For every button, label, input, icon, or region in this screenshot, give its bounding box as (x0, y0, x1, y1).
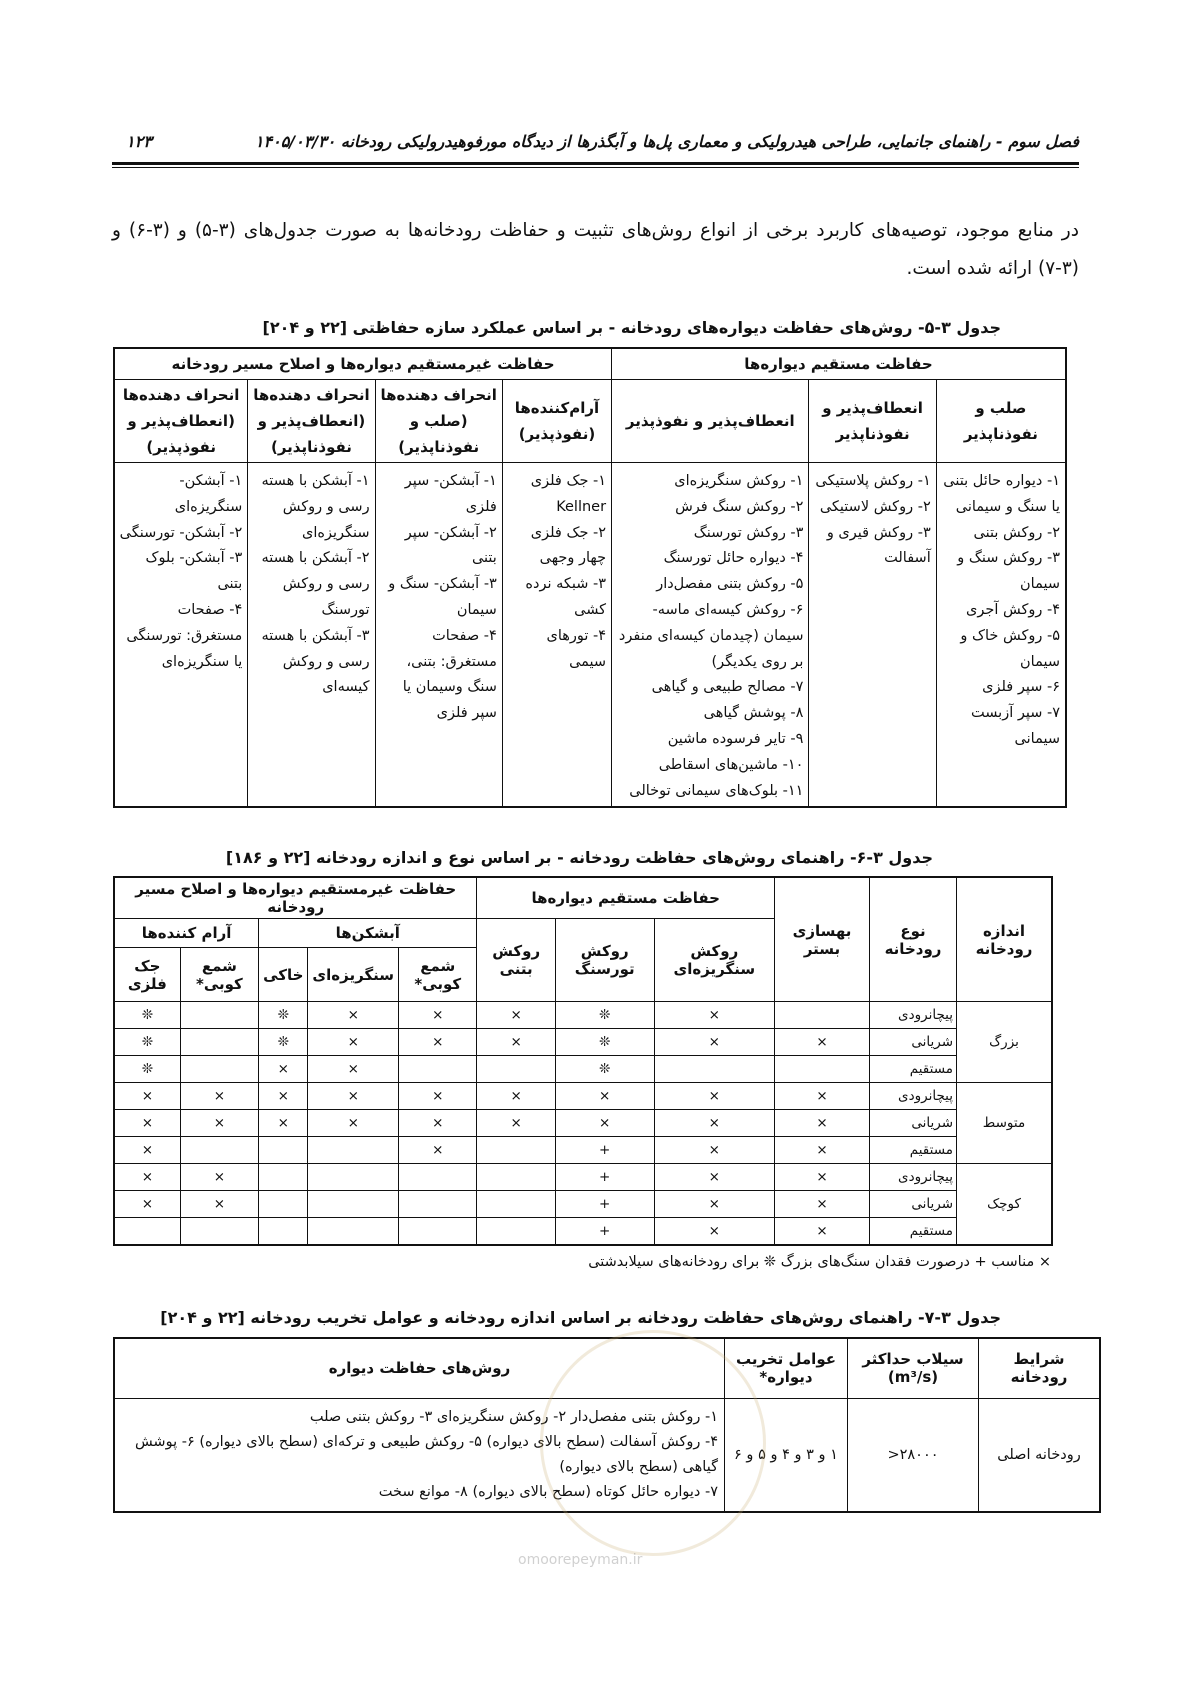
method-item: ۱- آبشکن- سنگریزه‌ای (174, 473, 243, 515)
suitability-mark: × (180, 1110, 258, 1137)
suitability-mark: ❊ (114, 1029, 180, 1056)
method-item: ۲- آبشکن با هسته رسی و روکش تورسنگ (261, 550, 370, 618)
table1-caption: جدول ۳-۵- روش‌های حفاظت دیواره‌های رودخانه - بر اساس عملکرد سازه حفاظتی [۲۲ و ۲۰۴] (262, 318, 1001, 337)
table1-col-header: انحراف دهنده‌ها (انعطاف‌پذیر و نفوذناپذیر) (248, 380, 375, 463)
method-item: ۳- آبشکن- سنگ و سیمان (388, 576, 497, 618)
method-item: ۱- روکش سنگریزه‌ای (674, 473, 804, 489)
river-type: شریانی (870, 1191, 957, 1218)
h-direct: حفاظت مستقیم دیواره‌ها (477, 877, 775, 919)
table1-cell (809, 463, 936, 808)
suitability-mark (259, 1218, 308, 1246)
suitability-mark: + (555, 1191, 654, 1218)
suitability-mark: × (654, 1164, 774, 1191)
h-sub-7: جک فلزی (114, 948, 180, 1002)
suitability-mark: × (477, 1083, 555, 1110)
river-type: مستقیم (870, 1056, 957, 1083)
suitability-mark: × (399, 1029, 477, 1056)
suitability-mark: × (654, 1029, 774, 1056)
river-type: شریانی (870, 1110, 957, 1137)
suitability-mark: × (477, 1002, 555, 1029)
method-item: ۸- پوشش گیاهی (703, 705, 804, 722)
suitability-mark (775, 1002, 870, 1029)
table2-legend: × مناسب + درصورت فقدان سنگ‌های بزرگ ❊ برای رودخانه‌های سیلابدشتی (588, 1254, 1051, 1270)
river-type: پیچانرودی (870, 1164, 957, 1191)
suitability-mark (180, 1056, 258, 1083)
suitability-mark: × (775, 1110, 870, 1137)
method-item: ۱- آبشکن با هسته رسی و روکش سنگریزه‌ای (261, 473, 370, 541)
suitability-mark (180, 1218, 258, 1246)
table1-cell (375, 463, 502, 808)
suitability-mark: × (114, 1083, 180, 1110)
h-sub-6: شمع کوبی* (180, 948, 258, 1002)
suitability-mark (477, 1191, 555, 1218)
h-spurs: آبشکن‌ها (259, 919, 477, 948)
h-flood: سیلاب حداکثر (m³/s) (848, 1338, 979, 1398)
table2-row (114, 1056, 1052, 1083)
suitability-mark: + (555, 1164, 654, 1191)
h-factors: عوامل تخریب دیواره* (725, 1338, 848, 1398)
method-item: ۲- روکش سنگ فرش (675, 498, 804, 515)
h-methods: روش‌های حفاظت دیواره (114, 1338, 725, 1398)
table2-row (114, 1029, 1052, 1056)
suitability-mark: × (399, 1110, 477, 1137)
method-item: ۲- آبشکن- سپر بتنی (404, 524, 497, 567)
suitability-mark (477, 1164, 555, 1191)
table1-cell (114, 463, 248, 808)
page-number: ۱۲۳ (126, 132, 152, 151)
method-item: ۴- روکش آجری (966, 601, 1060, 618)
h-bed: بهسازی بستر (775, 877, 870, 1002)
h-sub-1: روکش تورسنگ (555, 919, 654, 1002)
suitability-mark: × (399, 1137, 477, 1164)
chapter-title: فصل سوم - راهنمای جانمایی، طراحی هیدرولیکی و معماری پل‌ها و آبگذرها از دیدگاه مورفوهیدرولیکی رودخانه ۱۴۰۵/۰۳/۳۰ (254, 132, 1079, 151)
method-item: ۳- روکش قیری و آسفالت (826, 524, 931, 567)
river-type: پیچانرودی (870, 1083, 957, 1110)
suitability-mark: + (555, 1137, 654, 1164)
river-size: کوچک (957, 1164, 1053, 1246)
suitability-mark (654, 1056, 774, 1083)
h-type: نوع رودخانه (870, 877, 957, 1002)
method-item: ۶- سپر فلزی (982, 679, 1060, 696)
suitability-mark: × (654, 1218, 774, 1246)
method-item: ۱۱- بلوک‌های سیمانی توخالی (629, 782, 804, 799)
table1-col-header: انعطاف‌پذیر و نفوذناپذیر (809, 380, 936, 463)
running-header (112, 128, 1079, 158)
suitability-mark: × (775, 1083, 870, 1110)
table1-col-header: صلب و نفوذناپذیر (936, 380, 1066, 463)
table1-col-header: آرام‌کننده‌ها (نفوذپذیر) (502, 380, 611, 463)
header-rule-thin (112, 167, 1079, 168)
suitability-mark: × (114, 1110, 180, 1137)
suitability-mark: ❊ (259, 1029, 308, 1056)
group-indirect: حفاظت غیرمستقیم دیواره‌ها و اصلاح مسیر رودخانه (114, 348, 612, 380)
suitability-mark (308, 1164, 399, 1191)
suitability-mark: × (477, 1110, 555, 1137)
table2-row (114, 1083, 1052, 1110)
h-sub-2: روکش بتنی (477, 919, 555, 1002)
suitability-mark: ❊ (555, 1029, 654, 1056)
method-item: ۱- آبشکن- سپر فلزی (404, 473, 497, 515)
river-type: شریانی (870, 1029, 957, 1056)
method-item: ۵- روکش خاک و سیمان (960, 627, 1060, 670)
table1-column-headers (114, 380, 1066, 463)
method-item: ۷- مصالح طبیعی و گیاهی (651, 679, 804, 696)
table2-row (114, 1218, 1052, 1246)
method-item: ۲- روکش بتنی (973, 524, 1060, 541)
suitability-mark (308, 1191, 399, 1218)
table1-col-header: انعطاف‌پذیر و نفوذپذیر (612, 380, 809, 463)
suitability-mark: ❊ (114, 1002, 180, 1029)
method-item: ۴- صفحات مستغرق: بتنی، سنگ وسیمان یا سپر فلزی (402, 627, 497, 722)
suitability-mark (259, 1191, 308, 1218)
method-item: ۳- شبکه نرده کشی (525, 576, 607, 618)
h-sub-5: خاکی (259, 948, 308, 1002)
suitability-mark: × (259, 1110, 308, 1137)
suitability-mark: × (654, 1137, 774, 1164)
suitability-mark: ❊ (259, 1002, 308, 1029)
suitability-mark (477, 1218, 555, 1246)
river-size: بزرگ (957, 1002, 1053, 1083)
h-size: اندازه رودخانه (957, 877, 1053, 1002)
suitability-mark: × (654, 1191, 774, 1218)
method-item: ۴- تورهای سیمی (546, 627, 607, 670)
river-size: متوسط (957, 1083, 1053, 1164)
suitability-mark: + (555, 1218, 654, 1246)
table1-cell (612, 463, 809, 808)
suitability-mark: × (308, 1083, 399, 1110)
table2-row (114, 1002, 1052, 1029)
table2-row (114, 1110, 1052, 1137)
suitability-mark: × (399, 1002, 477, 1029)
suitability-mark: × (555, 1083, 654, 1110)
suitability-mark: × (775, 1137, 870, 1164)
river-type: مستقیم (870, 1218, 957, 1246)
suitability-mark: × (399, 1083, 477, 1110)
h-sub-0: روکش سنگریزه‌ای (654, 919, 774, 1002)
suitability-mark: ❊ (555, 1002, 654, 1029)
watermark-text: omoorepeyman.ir (518, 1552, 643, 1568)
suitability-mark (399, 1191, 477, 1218)
suitability-mark: × (308, 1029, 399, 1056)
suitability-mark: × (114, 1191, 180, 1218)
h-calmers: آرام کننده‌ها (114, 919, 259, 948)
method-item: ۳- آبشکن با هسته رسی و روکش کیسه‌ای (261, 627, 370, 696)
suitability-mark (399, 1164, 477, 1191)
suitability-mark: ❊ (114, 1056, 180, 1083)
suitability-mark (259, 1137, 308, 1164)
suitability-mark: × (180, 1083, 258, 1110)
suitability-mark: × (308, 1056, 399, 1083)
method-item: ۱- جک فلزی Kellner (530, 473, 607, 515)
h-indirect: حفاظت غیرمستقیم دیواره‌ها و اصلاح مسیر رودخانه (114, 877, 477, 919)
table2-row (114, 1191, 1052, 1218)
suitability-mark: × (259, 1056, 308, 1083)
table1-cell (502, 463, 611, 808)
suitability-mark (114, 1218, 180, 1246)
suitability-mark (180, 1137, 258, 1164)
method-item: ۷- سپر آزبست سیمانی (970, 705, 1060, 747)
suitability-mark: × (775, 1218, 870, 1246)
suitability-mark (308, 1137, 399, 1164)
intro-paragraph: در منابع موجود، توصیه‌های کاربرد برخی از انواع روش‌های تثبیت و حفاظت رودخانه‌ها به صورت جدول‌های (۳-۵) و (۳-۶) و (۳-۷) ارائه شده است. (112, 220, 1079, 279)
method-item: ۴- صفحات مستغرق: تورسنگی یا سنگریزه‌ای (126, 601, 243, 670)
suitability-mark: × (555, 1110, 654, 1137)
header-rule (112, 162, 1079, 165)
suitability-mark (775, 1056, 870, 1083)
table-protection-by-function (113, 347, 1067, 808)
table3-caption: جدول ۳-۷- راهنمای روش‌های حفاظت رودخانه بر اساس اندازه رودخانه و عوامل تخریب رودخانه [۲۲ و ۲۰۴] (160, 1308, 1001, 1327)
suitability-mark: × (180, 1191, 258, 1218)
group-direct: حفاظت مستقیم دیواره‌ها (612, 348, 1066, 380)
table1-col-header: انحراف دهنده‌ها (انعطاف‌پذیر و نفوذپذیر) (114, 380, 248, 463)
h-sub-4: سنگریزه‌ای (308, 948, 399, 1002)
suitability-mark (399, 1218, 477, 1246)
suitability-mark (477, 1137, 555, 1164)
method-item: ۵- روکش بتنی مفصل‌دار (656, 576, 804, 593)
method-line: ۴- روکش آسفالت (سطح بالای دیواره) ۵- روکش طبیعی و ترکه‌ای (سطح بالای دیواره) ۶- پوشش گیاهی (سطح بالای دیواره) (134, 1433, 718, 1475)
suitability-mark: × (775, 1029, 870, 1056)
method-item: ۹- تایر فرسوده ماشین (667, 730, 804, 747)
method-line: ۱- روکش بتنی مفصل‌دار ۲- روکش سنگریزه‌ای ۳- روکش بتنی صلب (309, 1408, 718, 1425)
method-item: ۳- روکش تورسنگ (693, 524, 804, 541)
table2-row (114, 1137, 1052, 1164)
suitability-mark (477, 1056, 555, 1083)
suitability-mark: × (477, 1029, 555, 1056)
method-item: ۲- روکش لاستیکی (819, 498, 931, 515)
suitability-mark: × (308, 1110, 399, 1137)
river-type: مستقیم (870, 1137, 957, 1164)
method-line: ۷- دیواره حائل کوتاه (سطح بالای دیواره) ۸- موانع سخت (378, 1483, 718, 1500)
suitability-mark: × (114, 1164, 180, 1191)
method-item: ۲- جک فلزی چهار وجهی (530, 524, 607, 567)
method-item: ۶- روکش کیسه‌ای ماسه-سیمان (چیدمان کیسه‌ای منفرد بر روی یکدیگر) (618, 601, 804, 670)
suitability-mark: × (654, 1002, 774, 1029)
method-item: ۱- دیواره حائل بتنی یا سنگ و سیمانی (943, 473, 1060, 515)
suitability-mark: × (654, 1083, 774, 1110)
suitability-mark: × (180, 1164, 258, 1191)
row-factors: ۱ و ۳ و ۴ و ۵ و ۶ (725, 1398, 848, 1512)
h-condition: شرایط رودخانه (979, 1338, 1101, 1398)
table1-body-row (114, 463, 1066, 808)
method-item: ۳- آبشکن- بلوک بتنی (145, 550, 243, 593)
suitability-mark (399, 1056, 477, 1083)
suitability-mark: × (775, 1191, 870, 1218)
row-condition: رودخانه اصلی (979, 1398, 1101, 1512)
watermark-seal (540, 1330, 766, 1556)
table2-caption: جدول ۳-۶- راهنمای روش‌های حفاظت رودخانه - بر اساس نوع و اندازه رودخانه [۲۲ و ۱۸۶] (225, 848, 933, 867)
suitability-mark: × (654, 1110, 774, 1137)
method-item: ۴- دیواره حائل تورسنگ (663, 550, 804, 567)
suitability-mark (308, 1218, 399, 1246)
method-item: ۳- روکش سنگ و سیمان (957, 550, 1060, 593)
suitability-mark (180, 1029, 258, 1056)
method-item: ۱- روکش پلاستیکی (815, 473, 931, 489)
suitability-mark: × (775, 1164, 870, 1191)
suitability-mark: × (259, 1083, 308, 1110)
suitability-mark: × (308, 1002, 399, 1029)
table2-row (114, 1164, 1052, 1191)
river-type: پیچانرودی (870, 1002, 957, 1029)
h-sub-3: شمع کوبی* (399, 948, 477, 1002)
suitability-mark: ❊ (555, 1056, 654, 1083)
table1-cell (248, 463, 375, 808)
suitability-mark (180, 1002, 258, 1029)
row-flood: ۲۸۰۰۰< (848, 1398, 979, 1512)
table-guide-by-river-type (113, 876, 1053, 1246)
table1-cell (936, 463, 1066, 808)
table1-col-header: انحراف دهنده‌ها (صلب و نفوذناپذیر) (375, 380, 502, 463)
method-item: ۲- آبشکن- تورسنگی (119, 524, 243, 541)
method-item: ۱۰- ماشین‌های اسقاطی (658, 756, 804, 773)
suitability-mark: × (114, 1137, 180, 1164)
suitability-mark (259, 1164, 308, 1191)
